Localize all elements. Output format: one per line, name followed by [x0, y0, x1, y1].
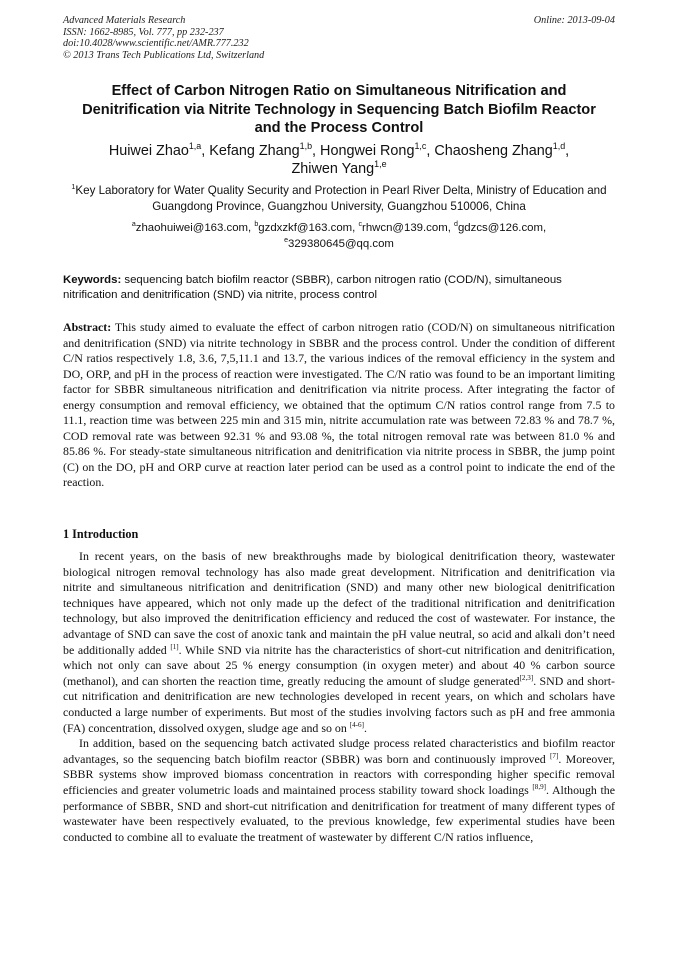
- email: $^e$329380645@qq.com: [284, 237, 394, 250]
- paper-title: Effect of Carbon Nitrogen Ratio on Simultaneous Nitrification and Denitrification via Nitrite Technology in Sequencing Batch Biofilm Reactor and the Process Control: [82, 83, 596, 137]
- citation: [8,9]: [532, 782, 547, 791]
- abstract-label: Abstract:: [63, 320, 112, 334]
- author: Kefang Zhang$^{1,b}$,: [209, 141, 321, 159]
- section-body: [63, 549, 615, 845]
- email-list: [70, 220, 608, 252]
- email: $^d$gdzcs@126.com,: [454, 221, 547, 234]
- copyright-line: © 2013 Trans Tech Publications Ltd, Switzerland: [63, 49, 265, 61]
- author: Chaosheng Zhang$^{1,d}$,: [434, 141, 570, 159]
- abstract-text: This study aimed to evaluate the effect of carbon nitrogen ratio (COD/N) on simultaneous nitrification and denitrification (SND) via nitrite technology in SBBR and the process control. Under the condition of different C/N ratios respectively 1.8, 3.6, 7,5,11.1 and 13.7, the various indices of the removal efficiency in the system and DO, ORP, and pH in the process of reaction were investigated. The C/N ratio was found to be an important limiting factor for SBBR simultaneous nitrification and denitrification via nitrite process. After integrating the factor of energy consumption and removal efficiency, we obtained that the optimum C/N ratios control range from 7.5 to 11.1, reaction time was between 225 min and 315 min, nitrite accumulation rate was between 72.83 % and 78.7 %, COD removal rate was between 92.31 % and 93.08 %, the total nitrogen removal rate was between 81.0 % and 85.86 %. For steady-state simultaneous nitrification and denitrification via nitrite process in SBBR, the jump point (C) on the DO, pH and ORP curve at reaction later period can be used as a control point to indicate the end of the reaction.: [63, 320, 615, 489]
- abstract: [63, 320, 615, 491]
- email: $^c$rhwcn@139.com,: [358, 221, 455, 234]
- keywords-label: Keywords:: [63, 274, 122, 286]
- keywords: [63, 273, 615, 304]
- online-date: Online: 2013-09-04: [533, 15, 615, 26]
- citation: [1]: [170, 642, 179, 651]
- email: $^b$gzdxzkf@163.com,: [254, 221, 359, 234]
- citation: [4-6]: [349, 720, 364, 729]
- journal-header: [63, 15, 264, 61]
- citation: [2,3]: [519, 673, 534, 682]
- email: $^a$zhaohuiwei@163.com,: [131, 221, 255, 234]
- paragraph: In recent years, on the basis of new breakthroughs made by biological denitrification theory, wastewater biological nitrogen removal technology has also made great development. Nitrification and denitrification via nitrite and simultaneous nitrification and denitrification (SND) and many other new biological denitrification techniques have appeared, which not only made up the defect of the traditional nitrification and denitrification technology, but also improved the denitrification efficiency and reduced the cost of wastewater. For instance, the advantage of SND can save the cost of anoxic tank and maintain the pH value neutral, so acid and alkali don’t need be additionally added [1]. While SND via nitrite has the characteristics of short-cut nitrification and denitrification, which not only can save about 25 % energy consumption (in oxygen meter) and about 40 % carbon source (methanol), and can shorten the reaction time, greatly reducing the amount of sludge generated[2,3]. SND and short-cut nitrification and denitrification are new technologies developed in recent years, on which and scholars have conducted a large number of experiments. But most of the studies involving factors such as pH and free ammonia (FA) concentration, dissolved oxygen, sludge age and so on [4-6].: [63, 549, 615, 735]
- keywords-text: sequencing batch biofilm reactor (SBBR), carbon nitrogen ratio (COD/N), simultaneous nitrification and denitrification (SND) via nitrite, process control: [63, 274, 562, 302]
- issn-line: ISSN: 1662-8985, Vol. 777, pp 232-237: [63, 26, 224, 38]
- affiliation: $^1$Key Laboratory for Water Quality Security and Protection in Pearl River Delta, Ministry of Education and Guangdong Province, Guangzhou University, Guangzhou 510006, China: [71, 182, 607, 213]
- paragraph: In addition, based on the sequencing batch activated sludge process related characteristics and biofilm reactor advantages, so the sequencing batch biofilm reactor (SBBR) was born and continuously improved [7]. Moreover, SBBR systems show improved biomass concentration in reactors with corresponding higher specific removal efficiencies and greater volumetric loads and maintained process stability toward shock loadings [8,9]. Although the performance of SBBR, SND and short-cut nitrification and denitrification for treatment of many different types of wastewater have been respectively evaluated, to the previous knowledge, few experimental studies have been conducted to combine all to evaluate the treatment of wastewater by different C/N ratios influence,: [63, 736, 615, 844]
- author-list: [60, 142, 618, 179]
- author: Huiwei Zhao$^{1,a}$,: [108, 141, 210, 159]
- journal-name: Advanced Materials Research: [63, 15, 186, 26]
- section-heading: 1 Introduction: [63, 527, 139, 541]
- citation: [7]: [550, 751, 559, 760]
- doi-line: doi:10.4028/www.scientific.net/AMR.777.232: [63, 38, 249, 50]
- author: Hongwei Rong$^{1,c}$,: [320, 141, 435, 159]
- author: Zhiwen Yang$^{1,e}$: [291, 159, 387, 178]
